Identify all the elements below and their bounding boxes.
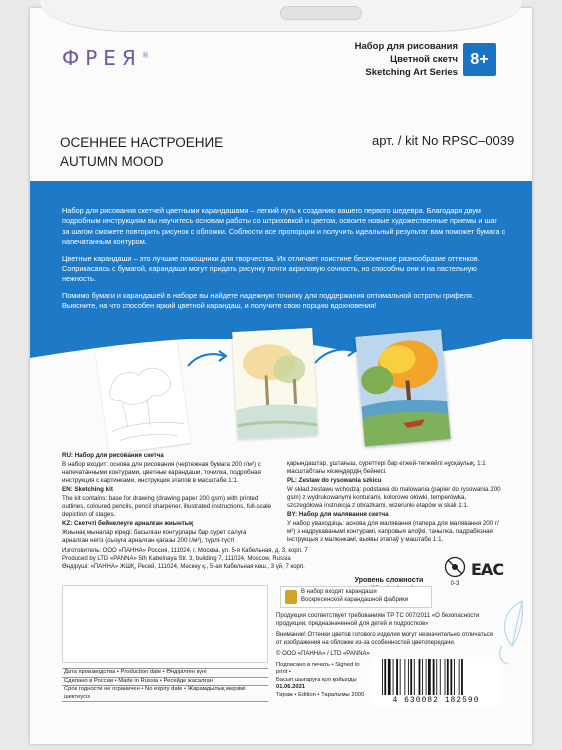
blank-label-area xyxy=(62,585,268,663)
kz-text-continued: қарындаштар, ұштағыш, суреттері бар егжей-тегжейлі нұсқаулық, 1:1 масштабтағы кезеңдердің бейнесі. xyxy=(287,460,486,475)
brand-logo: ФРЕЯ® xyxy=(62,46,149,70)
signed-date: 01.06.2021 xyxy=(276,684,306,691)
en-text: The kit contains: base for drawing (drawing paper 200 gsm) with printed outlines, coloured pencils, pencil sharpener, illustrated instructions, full-scale depiction of stages. xyxy=(62,495,272,518)
en-title: EN: Sketching kit xyxy=(62,486,113,493)
compliance-text xyxy=(276,613,500,663)
title-en: AUTUMN MOOD xyxy=(60,154,164,169)
copyright: © ООО «ПАННА» / LTD «PANNA» xyxy=(276,651,370,658)
series-label xyxy=(300,40,458,79)
description-p1: Набор для рисования скетчей цветными карандашами – легкий путь к созданию вашего первого шедевра. Благодаря двум подробным инструкциям вы научитесь основам работы со штриховкой и цветом, освоите новые художественные приемы и шаг за шагом сможете повторить рисунок с обложки. Соблюсти все пропорции и получить идеальный результат вам поможет бумага с напечатанным контуром. xyxy=(62,206,506,247)
print-info xyxy=(276,662,366,699)
age-warning-icon xyxy=(444,556,466,588)
manufacturer-info xyxy=(62,548,312,571)
factory-line-1: В набор входят карандаши xyxy=(301,589,377,595)
ru-text: В набор входит: основа для рисования (чертежная бумага 200 г/м²) с напечатанными контурами, цветные карандаши, точилка, подробная инструкция с картинками, инструкция этапов в масштабе 1:1. xyxy=(62,461,261,484)
arrow-icon xyxy=(186,348,230,370)
by-title: BY: Набор для малявання скетча xyxy=(287,511,389,518)
progress-drawing-image xyxy=(232,328,317,439)
hang-hole xyxy=(280,6,362,20)
age-warning-text: 0-3 xyxy=(450,581,460,587)
pl-text: W skład zestawu wchodzą: podstawa do malowania (papier do rysowania 200 gsm) z wydrukowanymi konturami, kolorowe ołówki, temperówka, szczegółowa instrukcja z obrazkami, wizerunki etapów w skali 1:1. xyxy=(287,486,501,509)
barcode-number: 4 630082 182590 xyxy=(392,696,480,705)
pencil-factory-note xyxy=(280,586,432,608)
expiry: Срок годности не ограничен • No expiry date • Жарамдылық мерзімі шектеусіз xyxy=(62,686,268,702)
leaf-decoration-icon xyxy=(492,596,528,666)
description-text xyxy=(62,206,506,318)
compliance-standard: Продукция соответствует требованиям ТР ТС 007/2011 «О безопасности продукции, предназначенной для детей и подростков» xyxy=(276,613,480,627)
kz-text: Жиынақ мыналар кіреді: басылған контурлары бар сурет салуға арналған негіз (сызуға арналған қағазы 200 г/м²), түрлі-түсті xyxy=(62,529,247,544)
series-line-1: Набор для рисования xyxy=(354,41,458,52)
production-date: Дата производства • Production date • Өндірілген күні xyxy=(62,669,268,678)
production-dates xyxy=(62,668,268,702)
age-badge: 8+ xyxy=(463,43,496,76)
color-warning: Внимание! Оттенки цветов готового изделия могут незначительно отличаться от изображения на обложке из-за особенностей цветопередачи. xyxy=(276,632,493,646)
made-in: Сделано в России • Made in Russia • Ресейде жасалған xyxy=(62,678,268,687)
pl-title: PL: Zestaw do rysowania szkicu xyxy=(287,477,382,484)
article-number: арт. / kit No RPSC–0039 xyxy=(372,133,515,148)
kz-title: KZ: Скетчті бейнелеуге арналған жиынтық xyxy=(62,520,194,527)
series-line-2: Цветной скетч xyxy=(390,54,458,65)
barcode xyxy=(372,657,500,707)
info-left-column xyxy=(62,452,272,546)
factory-line-2: Воскресенской карандашной фабрики xyxy=(301,596,409,603)
factory-logo-icon xyxy=(285,590,297,604)
manufacturer-ru: Изготовитель: ООО «ПАННА» Россия, 111024, г. Москва, ул. 5-я Кабельная, д. 3, корп. 7 xyxy=(62,548,308,554)
edition: Тираж • Edition • Таралымы 2000 xyxy=(276,691,365,698)
by-text: У набор уваходзіць: аснова для малявання (папера для малявання 200 г/м²) з надрукаванымі контурамі, капровыя алоўкі, тачылка, падрабязная інструкцыя з малюнкамі, выявы этапаў у маштабе 1:1. xyxy=(287,520,499,543)
manufacturer-kz: Өндіруші: «ПАННА» ЖШҚ, Ресей, 111024, Мәскеу қ., 5-ая Кабельная көш., 3 үй, 7 корп. xyxy=(62,563,305,570)
sketch-outline-image xyxy=(95,340,191,454)
title-ru: ОСЕННЕЕ НАСТРОЕНИЕ xyxy=(60,135,224,150)
description-p2: Цветные карандаши – это лучшие помощники для творчества. Их отличает поистине бесконечное разнообразие оттенков. Соприкасаясь с бумагой, карандаши могут придать рисунку почти акриловую сочность, но способны они и на пастельную нежность. xyxy=(62,253,480,284)
signed-line-1: Подписано в печать • Signed to print • xyxy=(276,662,360,676)
hanger-tab xyxy=(40,0,522,32)
ru-title: RU: Набор для рисования скетча xyxy=(62,452,164,459)
info-right-column xyxy=(287,460,501,545)
barcode-bars xyxy=(382,659,496,695)
series-line-3: Sketching Art Series xyxy=(365,67,458,78)
difficulty-ru: Уровень сложности xyxy=(354,577,424,584)
finished-drawing-image xyxy=(355,329,450,446)
eac-mark: EAC xyxy=(471,560,504,579)
manufacturer-en: Produced by LTD «PANNA» 5th Kabelnaya Str. 3, building 7, 111024, Moscow, Russia xyxy=(62,555,291,562)
product-title xyxy=(60,133,223,171)
arrow-icon xyxy=(313,343,359,367)
signed-line-2: Басып шығаруға қол қойылды xyxy=(276,676,357,683)
description-p3: Помимо бумаги и карандашей в наборе вы найдете надежную точилку для поддержания оптимальной остроты грифеля. Выясните, на что способен яркий цветной карандаш, и получите свою порцию вдохновения! xyxy=(62,290,474,311)
